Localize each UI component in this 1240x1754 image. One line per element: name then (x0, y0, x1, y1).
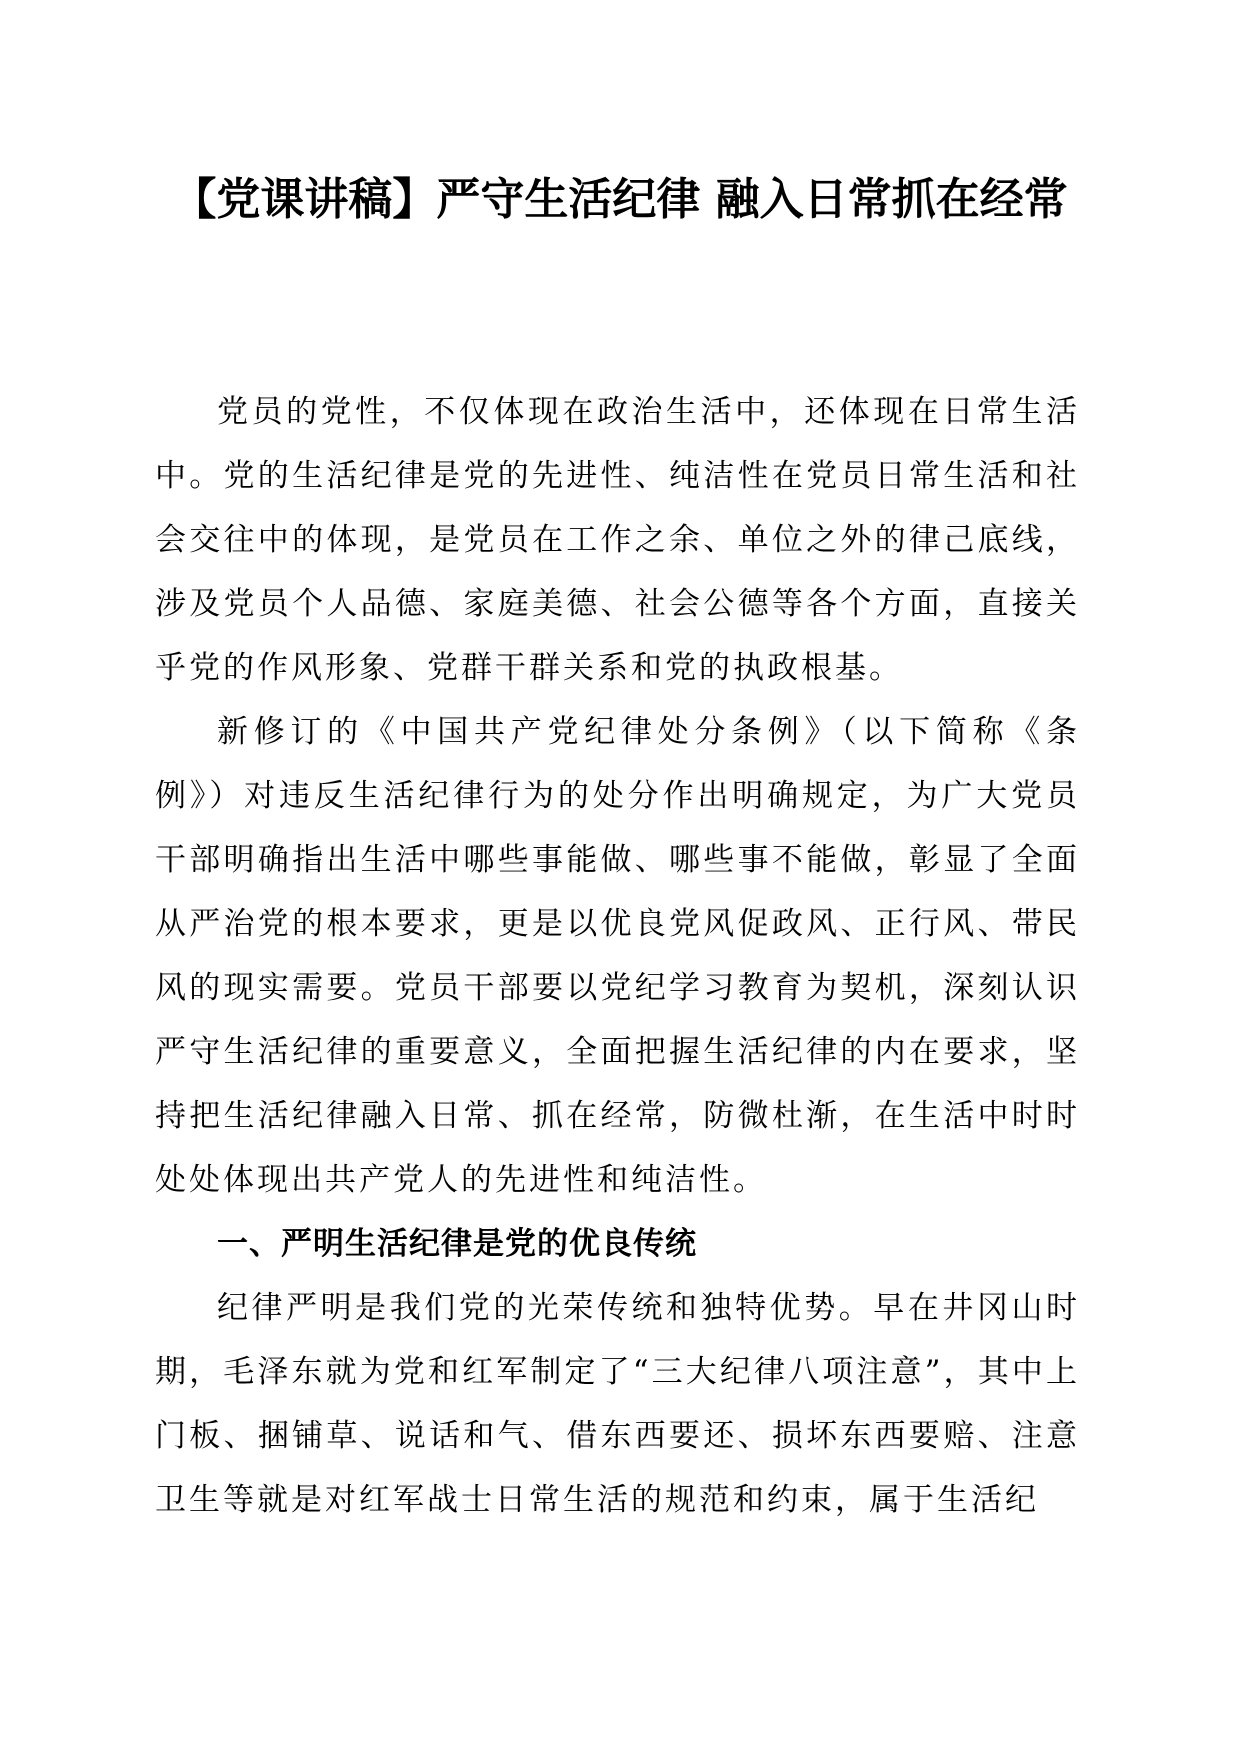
paragraph-regulation: 新修订的《中国共产党纪律处分条例》（以下简称《条例》）对违反生活纪律行为的处分作出明确规定，为广大党员干部明确指出生活中哪些事能做、哪些事不能做，彰显了全面从严治党的根本要求，更是以优良党风促政风、正行风、带民风的现实需要。党员干部要以党纪学习教育为契机，深刻认识严守生活纪律的重要意义，全面把握生活纪律的内在要求，坚持把生活纪律融入日常、抓在经常，防微杜渐，在生活中时时处处体现出共产党人的先进性和纯洁性。 (155, 714, 1080, 1198)
paragraph-section-1: 纪律严明是我们党的光荣传统和独特优势。早在井冈山时期，毛泽东就为党和红军制定了“三大纪律八项注意”，其中上门板、捆铺草、说话和气、借东西要还、损坏东西要赔、注意卫生等就是对红军战士日常生活的规范和约束，属于生活纪 (155, 1290, 1080, 1518)
paragraph-intro: 党员的党性，不仅体现在政治生活中，还体现在日常生活中。党的生活纪律是党的先进性、纯洁性在党员日常生活和社会交往中的体现，是党员在工作之余、单位之外的律己底线，涉及党员个人品德、家庭美德、社会公德等各个方面，直接关乎党的作风形象、党群干群关系和党的执政根基。 (155, 394, 1080, 686)
section-heading-1: 一、严明生活纪律是党的优良传统 (217, 1226, 697, 1262)
document-title: 【党课讲稿】严守生活纪律 融入日常抓在经常 (172, 174, 1068, 225)
document-body (155, 380, 1080, 1532)
